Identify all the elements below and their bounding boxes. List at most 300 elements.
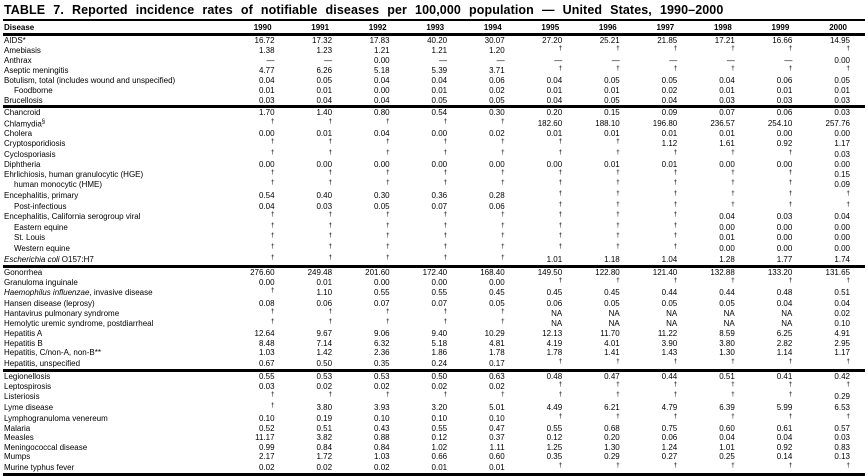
not-notifiable-dagger: † — [846, 200, 850, 208]
value-cell — [692, 392, 750, 403]
column-header-year-1990: 1990 — [232, 21, 290, 35]
disease-label: Hepatitis B — [4, 338, 43, 348]
value-cell — [750, 46, 808, 57]
not-notifiable-dagger: † — [846, 357, 850, 365]
not-notifiable-dagger: † — [558, 45, 563, 53]
not-notifiable-dagger: † — [673, 179, 678, 187]
value-cell — [577, 191, 635, 202]
value-cell: 0.01 — [604, 85, 620, 95]
value-cell: 0.02 — [374, 381, 390, 391]
value-cell: 0.04 — [834, 212, 850, 222]
value-cell — [405, 212, 463, 223]
value-cell: 0.00 — [834, 222, 850, 232]
table-row — [3, 329, 865, 339]
table-row — [3, 169, 865, 180]
disease-label: AIDS* — [4, 36, 26, 45]
value-cell: 0.47 — [604, 371, 620, 381]
not-notifiable-dagger: † — [270, 391, 275, 399]
value-cell — [520, 381, 578, 392]
not-notifiable-dagger: † — [558, 391, 563, 399]
value-cell: 0.30 — [374, 191, 390, 201]
disease-label: Granuloma inguinale — [4, 277, 78, 287]
value-cell: 0.02 — [258, 462, 275, 472]
value-cell — [347, 244, 405, 255]
value-cell: 0.05 — [604, 95, 620, 105]
not-notifiable-dagger: † — [501, 307, 505, 315]
not-notifiable-dagger: † — [385, 168, 390, 176]
value-cell — [635, 222, 693, 233]
value-cell — [635, 462, 693, 474]
not-notifiable-dagger: † — [558, 276, 563, 284]
value-cell: 1.04 — [661, 254, 678, 264]
value-cell: 1.20 — [489, 46, 505, 56]
table-section-4 — [3, 370, 865, 474]
table-row — [3, 201, 865, 212]
not-notifiable-dagger: † — [846, 461, 850, 469]
value-cell — [462, 244, 520, 255]
value-cell — [290, 392, 348, 403]
value-cell: 236.57 — [710, 118, 735, 128]
column-header-year-1995: 1995 — [520, 21, 578, 35]
value-cell: 4.19 — [546, 338, 563, 348]
value-cell — [692, 201, 750, 212]
value-cell — [692, 191, 750, 202]
value-cell: 2.82 — [776, 338, 793, 348]
value-cell — [347, 392, 405, 403]
value-cell: 0.20 — [546, 108, 563, 118]
value-cell: 0.01 — [546, 129, 563, 138]
value-cell: 0.00 — [316, 159, 333, 169]
value-cell: 1.41 — [604, 348, 620, 358]
value-cell — [750, 201, 808, 212]
value-cell: 0.84 — [316, 442, 333, 452]
value-cell: 1.11 — [489, 442, 505, 452]
not-notifiable-dagger: † — [270, 138, 275, 146]
value-cell — [750, 180, 808, 191]
not-notifiable-dagger: † — [616, 211, 620, 219]
value-cell: 2.17 — [258, 452, 275, 462]
value-cell — [520, 358, 578, 370]
table-header — [3, 21, 865, 35]
value-cell: 0.83 — [834, 442, 850, 452]
value-cell: 1.38 — [258, 46, 275, 56]
value-cell: 1.17 — [834, 348, 850, 358]
value-cell: — — [611, 56, 620, 66]
disease-label: Malaria — [4, 423, 31, 433]
not-notifiable-dagger: † — [788, 276, 793, 284]
value-cell: 9.67 — [316, 329, 333, 339]
value-cell: 0.10 — [374, 413, 390, 423]
not-notifiable-dagger: † — [616, 190, 620, 198]
value-cell — [290, 118, 348, 129]
value-cell: 1.01 — [546, 254, 563, 264]
value-cell: 0.27 — [661, 452, 678, 462]
value-cell — [232, 402, 290, 413]
not-notifiable-dagger: † — [501, 211, 505, 219]
value-cell: NA — [781, 319, 793, 329]
value-cell — [635, 381, 693, 392]
not-notifiable-dagger: † — [385, 307, 390, 315]
not-notifiable-dagger: † — [731, 65, 735, 73]
not-notifiable-dagger: † — [443, 117, 448, 125]
value-cell: 0.01 — [719, 129, 735, 138]
value-cell: 0.17 — [489, 358, 505, 368]
value-cell: 0.01 — [489, 462, 505, 472]
value-cell — [750, 413, 808, 424]
value-cell — [635, 201, 693, 212]
not-notifiable-dagger: † — [673, 232, 678, 240]
value-cell — [635, 244, 693, 255]
value-cell — [577, 277, 635, 288]
not-notifiable-dagger: † — [558, 179, 563, 187]
value-cell: 11.70 — [600, 329, 620, 339]
not-notifiable-dagger: † — [616, 461, 620, 469]
value-cell: 0.24 — [431, 358, 448, 368]
table-row — [3, 266, 865, 277]
value-cell: 0.10 — [258, 413, 275, 423]
value-cell: 0.55 — [258, 371, 275, 381]
disease-label: Lyme disease — [4, 402, 54, 412]
table-row — [3, 392, 865, 403]
not-notifiable-dagger: † — [270, 307, 275, 315]
table-row — [3, 212, 865, 223]
value-cell: 0.04 — [258, 201, 275, 211]
value-cell — [232, 254, 290, 266]
value-cell: NA — [551, 308, 563, 318]
value-cell: 0.02 — [431, 381, 448, 391]
disease-label: Listeriosis — [4, 392, 40, 402]
not-notifiable-dagger: † — [673, 200, 678, 208]
value-cell — [462, 319, 520, 330]
not-notifiable-dagger: † — [385, 221, 390, 229]
value-cell — [520, 277, 578, 288]
value-cell — [290, 149, 348, 160]
value-cell: 0.01 — [316, 129, 333, 138]
not-notifiable-dagger: † — [731, 276, 735, 284]
table-row — [3, 56, 865, 66]
value-cell — [577, 169, 635, 180]
value-cell: 0.43 — [374, 423, 390, 433]
value-cell: 0.29 — [834, 392, 850, 402]
value-cell — [462, 222, 520, 233]
value-cell: 5.99 — [776, 402, 793, 412]
table-row — [3, 222, 865, 233]
not-notifiable-dagger: † — [846, 45, 850, 53]
value-cell: 0.66 — [431, 452, 448, 462]
value-cell — [577, 201, 635, 212]
value-cell — [462, 149, 520, 160]
value-cell — [347, 180, 405, 191]
not-notifiable-dagger: † — [558, 412, 563, 420]
not-notifiable-dagger: † — [270, 211, 275, 219]
value-cell: 0.10 — [431, 413, 448, 423]
value-cell: 0.00 — [258, 277, 275, 287]
not-notifiable-dagger: † — [385, 232, 390, 240]
value-cell: 0.01 — [604, 129, 620, 138]
value-cell: 0.44 — [719, 288, 735, 298]
disease-label: Post-infectious — [14, 201, 67, 211]
value-cell: 3.90 — [661, 338, 678, 348]
value-cell: 0.03 — [776, 212, 793, 222]
value-cell: 172.40 — [422, 267, 448, 277]
value-cell — [462, 254, 520, 266]
value-cell: 16.66 — [772, 36, 793, 45]
not-notifiable-dagger: † — [788, 45, 793, 53]
value-cell — [347, 149, 405, 160]
value-cell: 0.06 — [489, 76, 505, 86]
value-cell: 0.06 — [776, 76, 793, 86]
not-notifiable-dagger: † — [731, 412, 735, 420]
not-notifiable-dagger: † — [616, 65, 620, 73]
value-cell: — — [439, 56, 448, 66]
value-cell — [462, 118, 520, 129]
table-row — [3, 129, 865, 139]
disease-label: Lymphogranuloma venereum — [4, 413, 108, 423]
not-notifiable-dagger: † — [501, 168, 505, 176]
value-cell — [635, 149, 693, 160]
not-notifiable-dagger: † — [731, 357, 735, 365]
not-notifiable-dagger: † — [673, 221, 678, 229]
not-notifiable-dagger: † — [731, 461, 735, 469]
value-cell: 11.17 — [255, 433, 275, 443]
value-cell — [290, 244, 348, 255]
value-cell — [807, 358, 865, 370]
value-cell: 0.41 — [776, 371, 793, 381]
value-cell: 0.01 — [661, 159, 678, 169]
value-cell: 1.14 — [776, 348, 793, 358]
value-cell: 0.80 — [374, 108, 390, 118]
value-cell — [232, 118, 290, 129]
not-notifiable-dagger: † — [501, 243, 505, 251]
value-cell — [290, 139, 348, 150]
value-cell: 0.25 — [719, 452, 735, 462]
table-row — [3, 107, 865, 118]
value-cell — [462, 180, 520, 191]
not-notifiable-dagger: † — [788, 65, 793, 73]
table-row — [3, 339, 865, 349]
value-cell: 8.59 — [719, 329, 735, 339]
value-cell: 0.45 — [604, 288, 620, 298]
not-notifiable-dagger: † — [501, 253, 505, 261]
not-notifiable-dagger: † — [270, 287, 275, 295]
value-cell: 0.02 — [316, 381, 333, 391]
table-row — [3, 160, 865, 170]
value-cell: 0.00 — [776, 222, 793, 232]
disease-label: Leptospirosis — [4, 381, 52, 391]
value-cell — [290, 212, 348, 223]
value-cell: 0.12 — [431, 433, 448, 443]
value-cell — [232, 149, 290, 160]
value-cell: 8.48 — [258, 338, 275, 348]
not-notifiable-dagger: † — [443, 391, 448, 399]
value-cell: 0.04 — [546, 95, 563, 105]
value-cell — [692, 66, 750, 77]
not-notifiable-dagger: † — [501, 391, 505, 399]
value-cell: 5.18 — [374, 66, 390, 76]
table-row — [3, 96, 865, 107]
table-row — [3, 452, 865, 462]
value-cell: 4.91 — [834, 329, 850, 339]
value-cell — [520, 180, 578, 191]
table-row — [3, 308, 865, 319]
value-cell: 0.00 — [834, 233, 850, 243]
value-cell — [692, 413, 750, 424]
not-notifiable-dagger: † — [616, 276, 620, 284]
table-row — [3, 413, 865, 424]
value-cell: 4.77 — [258, 66, 275, 76]
not-notifiable-dagger: † — [443, 138, 448, 146]
value-cell: 149.50 — [537, 267, 563, 277]
value-cell: 17.21 — [714, 36, 735, 45]
value-cell: 0.30 — [489, 108, 505, 118]
not-notifiable-dagger: † — [270, 243, 275, 251]
value-cell: 0.40 — [316, 191, 333, 201]
value-cell: 16.72 — [254, 36, 275, 45]
value-cell: 0.00 — [776, 129, 793, 138]
not-notifiable-dagger: † — [443, 179, 448, 187]
not-notifiable-dagger: † — [443, 148, 448, 156]
disease-label: Haemophilus influenzae, invasive disease — [4, 288, 153, 298]
not-notifiable-dagger: † — [616, 148, 620, 156]
table-row — [3, 254, 865, 266]
value-cell — [750, 66, 808, 77]
value-cell: 7.14 — [316, 338, 333, 348]
not-notifiable-dagger: † — [270, 232, 275, 240]
value-cell — [577, 212, 635, 223]
not-notifiable-dagger: † — [788, 190, 793, 198]
not-notifiable-dagger: † — [443, 168, 448, 176]
not-notifiable-dagger: † — [270, 168, 275, 176]
not-notifiable-dagger: † — [501, 221, 505, 229]
not-notifiable-dagger: † — [385, 117, 390, 125]
value-cell — [635, 191, 693, 202]
value-cell: 0.00 — [489, 277, 505, 287]
value-cell — [807, 201, 865, 212]
table-row — [3, 35, 865, 46]
value-cell: 4.01 — [604, 338, 620, 348]
table-row — [3, 233, 865, 244]
table-row — [3, 139, 865, 150]
value-cell — [807, 66, 865, 77]
value-cell: 1.30 — [604, 442, 620, 452]
value-cell: 122.80 — [595, 267, 620, 277]
value-cell — [290, 222, 348, 233]
column-header-year-1997: 1997 — [635, 21, 693, 35]
value-cell — [635, 169, 693, 180]
value-cell — [232, 308, 290, 319]
disease-label: Anthrax — [4, 56, 32, 66]
not-notifiable-dagger: † — [328, 168, 333, 176]
value-cell: 4.81 — [489, 338, 505, 348]
not-notifiable-dagger: † — [731, 45, 735, 53]
value-cell: 1.01 — [719, 442, 735, 452]
value-cell: 5.18 — [431, 338, 448, 348]
value-cell — [405, 244, 463, 255]
not-notifiable-dagger: † — [616, 45, 620, 53]
value-cell — [635, 358, 693, 370]
not-notifiable-dagger: † — [328, 179, 333, 187]
value-cell: 0.04 — [374, 76, 390, 86]
value-cell: 0.00 — [776, 159, 793, 169]
value-cell: 0.04 — [374, 95, 390, 105]
not-notifiable-dagger: † — [788, 148, 793, 156]
not-notifiable-dagger: † — [558, 168, 563, 176]
not-notifiable-dagger: † — [558, 138, 563, 146]
value-cell: 0.03 — [834, 149, 850, 159]
not-notifiable-dagger: † — [846, 380, 850, 388]
value-cell: 0.14 — [776, 452, 793, 462]
value-cell — [520, 66, 578, 77]
value-cell: 3.80 — [316, 402, 333, 412]
table-section-1 — [3, 35, 865, 107]
value-cell: 27.20 — [542, 36, 563, 45]
not-notifiable-dagger: † — [846, 276, 850, 284]
table-section-3 — [3, 266, 865, 370]
value-cell — [692, 169, 750, 180]
value-cell — [347, 308, 405, 319]
value-cell — [462, 212, 520, 223]
value-cell: 1.28 — [719, 254, 735, 264]
value-cell — [577, 180, 635, 191]
disease-label: Botulism, total (includes wound and unspecified) — [4, 76, 176, 86]
value-cell — [347, 118, 405, 129]
value-cell — [347, 319, 405, 330]
value-cell — [635, 413, 693, 424]
value-cell: 0.04 — [431, 76, 448, 86]
value-cell: 133.20 — [767, 267, 793, 277]
value-cell — [405, 180, 463, 191]
column-header-year-1991: 1991 — [290, 21, 348, 35]
value-cell: 0.03 — [776, 95, 793, 105]
value-cell: 1.02 — [431, 442, 448, 452]
value-cell — [635, 180, 693, 191]
value-cell — [750, 462, 808, 474]
not-notifiable-dagger: † — [328, 211, 333, 219]
value-cell: 0.05 — [661, 298, 678, 308]
value-cell: 0.08 — [258, 298, 275, 308]
value-cell: 0.68 — [604, 423, 620, 433]
table-row — [3, 462, 865, 474]
value-cell: 25.21 — [599, 36, 620, 45]
disease-label: Hepatitis, C/non-A, non-B** — [4, 348, 101, 358]
value-cell: 0.44 — [661, 371, 678, 381]
value-cell: 0.05 — [489, 95, 505, 105]
not-notifiable-dagger: † — [328, 391, 333, 399]
value-cell: 0.04 — [374, 129, 390, 138]
not-notifiable-dagger: † — [385, 148, 390, 156]
value-cell: NA — [666, 319, 678, 329]
value-cell: 5.39 — [431, 66, 448, 76]
value-cell: 0.05 — [661, 76, 678, 86]
disease-label: St. Louis — [14, 233, 46, 243]
value-cell: 0.55 — [546, 423, 563, 433]
not-notifiable-dagger: † — [328, 138, 333, 146]
disease-label: human monocytic (HME) — [14, 180, 103, 190]
not-notifiable-dagger: † — [673, 211, 678, 219]
value-cell: 1.10 — [316, 288, 333, 298]
not-notifiable-dagger: † — [616, 357, 620, 365]
value-cell: 9.06 — [374, 329, 390, 339]
value-cell: 0.00 — [834, 56, 850, 66]
value-cell: NA — [551, 319, 563, 329]
column-header-year-1998: 1998 — [692, 21, 750, 35]
value-cell: NA — [723, 308, 735, 318]
value-cell — [577, 66, 635, 77]
not-notifiable-dagger: † — [328, 148, 333, 156]
value-cell — [462, 233, 520, 244]
not-notifiable-dagger: † — [270, 179, 275, 187]
not-notifiable-dagger: † — [385, 243, 390, 251]
